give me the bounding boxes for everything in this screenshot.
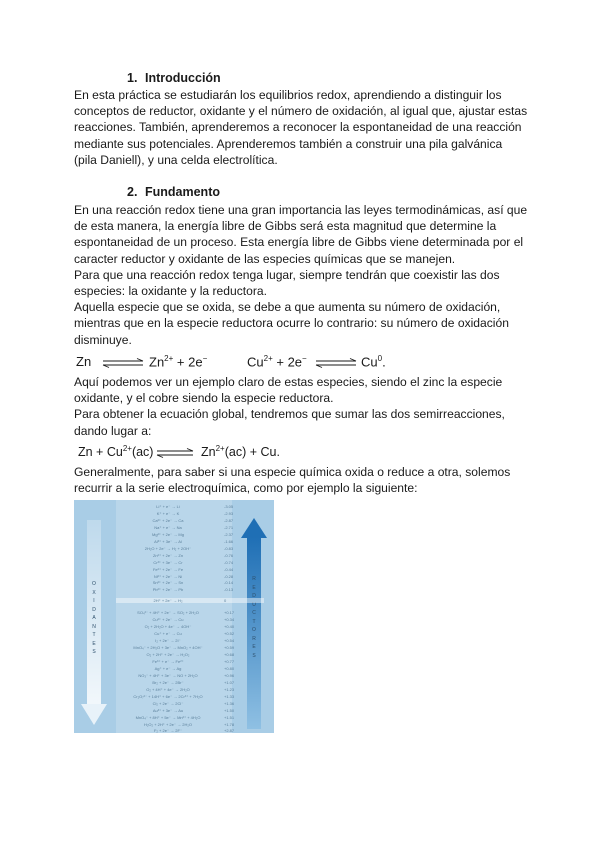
series-row [116, 587, 264, 592]
eq-charge: − [202, 354, 208, 363]
series-reaction: H₂O₂ + 2H⁺ + 2e⁻ → 2H₂O [143, 721, 192, 727]
eq-electrons: + 2e [272, 354, 303, 370]
series-row [116, 652, 264, 657]
series-reaction: MnO₄⁻ + 2H₂O + 3e⁻ → MnO₂ + 4OH⁻ [133, 645, 203, 651]
series-potential: +1.07 [224, 679, 235, 685]
label-letter: A [92, 615, 96, 621]
series-reaction: Zn²⁺ + 2e⁻ → Zn [152, 552, 184, 558]
text-line: (pila Daniell), y una celda electrolítica. [74, 152, 278, 167]
series-reaction: Cu²⁺ + 2e⁻ → Cu [152, 617, 184, 623]
equilibrium-arrow-icon [314, 357, 358, 369]
label-letter: T [92, 632, 96, 638]
series-potential: -0.76 [224, 552, 234, 558]
series-reaction: Br₂ + 2e⁻ → 2Br⁻ [152, 679, 184, 685]
label-letter: T [252, 618, 256, 625]
eq-charge: 2+ [215, 444, 225, 453]
label-letter: E [92, 640, 96, 647]
series-row [116, 560, 264, 565]
series-row [116, 694, 264, 699]
series-potential: -0.14 [224, 580, 234, 586]
series-potential: -0.44 [224, 566, 234, 572]
series-reaction: Li⁺ + e⁻ → Li [156, 504, 180, 509]
series-potential: +1.78 [224, 721, 235, 727]
series-potential: -3.05 [224, 504, 234, 509]
series-row [116, 631, 264, 636]
series-reaction: Na⁺ + e⁻ → Na [154, 524, 182, 530]
series-reaction: F₂ + 2e⁻ → 2F⁻ [153, 728, 183, 733]
text-line: En una reacción redox tiene una gran importancia las leyes termodinámicas, así que [74, 203, 528, 217]
section-title: Fundamento [145, 185, 220, 199]
series-potential: -2.71 [224, 524, 234, 530]
series-row [116, 580, 264, 585]
equation-zn-oxidation [76, 354, 91, 369]
series-potential: +0.80 [224, 665, 235, 671]
series-row [116, 511, 264, 516]
series-reaction: Pb²⁺ + 2e⁻ → Pb [152, 587, 184, 593]
series-table [116, 504, 264, 733]
text-line: caracter reductor y oxidante de las especies químicas que se manejen. [74, 251, 456, 266]
series-row [116, 518, 264, 523]
series-potential: -0.28 [224, 573, 234, 579]
eq-left: Zn [76, 354, 92, 369]
text-line: Para obtener la ecuación global, tendremos que sumar las dos semirreacciones, [74, 407, 505, 422]
series-reaction: K⁺ + e⁻ → K [156, 510, 180, 516]
series-reaction: Ca²⁺ + 2e⁻ → Ca [152, 517, 184, 523]
series-reaction: Ag⁺ + e⁻ → Ag [154, 665, 182, 671]
series-row [116, 666, 264, 671]
series-reaction: Cr³⁺ + 3e⁻ → Cr [153, 559, 183, 565]
series-row [116, 728, 264, 733]
label-letter: D [252, 593, 256, 599]
oxidantes-label [89, 580, 99, 657]
series-reaction: I₂ + 2e⁻ → 2I⁻ [155, 638, 181, 644]
fundamento-paragraph-b [74, 374, 534, 439]
series-reaction: SO₄²⁻ + 4H⁺ + 2e⁻ → SO₂ + 2H₂O [137, 610, 199, 616]
label-letter: S [252, 652, 256, 659]
text-line: especies: la oxidante y la reductora. [74, 283, 267, 298]
series-reaction: Cu⁺ + e⁻ → Cu [154, 631, 182, 637]
series-reaction: O₂ + 2H⁺ + 2e⁻ → H₂O₂ [146, 652, 190, 657]
text-line: mediante sus potenciales. Aprenderemos también a construir una pila galvánica [74, 136, 503, 151]
series-row [116, 546, 264, 551]
series-potential: 0 [224, 598, 227, 604]
eq-species: Cu [247, 354, 264, 370]
series-reaction: Fe²⁺ + 2e⁻ → Fe [152, 566, 184, 572]
series-row [116, 532, 264, 537]
label-letter: C [252, 610, 256, 616]
series-reaction: Ni²⁺ + 2e⁻ → Ni [153, 573, 183, 579]
eq-punct: . [382, 354, 386, 370]
text-line: Para que una reacción redox tenga lugar, siempre tendrán que coexistir las dos [74, 267, 500, 282]
series-potential: -2.87 [224, 517, 234, 523]
equilibrium-arrow-icon [101, 357, 145, 369]
series-reaction: NO₃⁻ + 4H⁺ + 3e⁻ → NO + 2H₂O [138, 672, 198, 678]
series-potential: +1.36 [224, 700, 235, 706]
electrochemical-series-figure [74, 500, 274, 733]
series-row [116, 715, 264, 720]
eq-charge: 0 [377, 354, 383, 363]
eq-state: (ac) + Cu. [224, 445, 280, 460]
series-potential: +1.23 [224, 686, 235, 692]
series-row [116, 708, 264, 713]
series-row [116, 574, 264, 579]
series-row [116, 539, 264, 544]
eq-charge: − [302, 354, 307, 363]
section-heading-fundamento [127, 185, 220, 199]
series-reaction: Au³⁺ + 3e⁻ → Au [152, 707, 184, 713]
label-letter: R [252, 635, 256, 642]
series-row [116, 624, 264, 629]
label-letter: R [252, 576, 256, 582]
series-potential: +1.51 [224, 714, 235, 720]
series-reaction: Cl₂ + 2e⁻ → 2Cl⁻ [152, 700, 184, 706]
equation-cu-products [361, 354, 386, 369]
series-row [116, 659, 264, 664]
series-reaction: Cr₂O₇²⁻ + 14H⁺ + 6e⁻ → 2Cr³⁺ + 7H₂O [133, 693, 203, 699]
fundamento-paragraph-a [74, 202, 534, 348]
eq-species: Cu [361, 354, 378, 370]
series-row [116, 610, 264, 615]
label-letter: E [252, 644, 256, 650]
series-reaction: Al³⁺ + 3e⁻ → Al [154, 538, 182, 544]
text-line: Aquí podemos ver un ejemplo claro de estas especies, siendo el zinc la especie [74, 375, 503, 389]
series-potential: -1.66 [224, 538, 234, 544]
label-letter: N [92, 623, 96, 630]
series-row [116, 680, 264, 685]
text-line: espontaneidad de un proceso. Esta energía libre de Gibbs viene determinada por el [74, 235, 524, 250]
series-row [116, 504, 264, 509]
series-potential: +1.50 [224, 707, 235, 713]
series-potential: +0.40 [224, 624, 235, 630]
label-letter: D [92, 606, 96, 613]
text-line: de esta manera, la energía libre de Gibbs será esta magnitud que determine la [74, 219, 497, 234]
series-potential: -0.74 [224, 559, 234, 565]
fundamento-paragraph-c [74, 464, 534, 496]
series-row [116, 701, 264, 706]
series-row [116, 567, 264, 572]
eq-charge: 2+ [263, 354, 273, 363]
series-reaction: 2H⁺ + 2e⁻ → H₂ [153, 598, 183, 604]
eq-species: Zn [201, 445, 216, 460]
series-potential: +2.87 [224, 728, 235, 733]
section-number: 1. [127, 71, 138, 85]
eq-state: (ac) [131, 445, 154, 460]
series-potential: +0.59 [224, 645, 235, 651]
eq-species: Zn + Cu [78, 445, 123, 460]
series-reaction: 2H₂O + 2e⁻ → H₂ + 2OH⁻ [144, 545, 192, 551]
text-line: reacciones. También, aprenderemos a reconocer la espontaneidad de una reacción [74, 120, 522, 135]
series-potential: +0.77 [224, 658, 235, 664]
series-row [116, 687, 264, 692]
text-line: oxidante, y el cobre siendo la especie reductora. [74, 391, 334, 406]
series-row [116, 673, 264, 678]
label-letter: X [92, 589, 96, 596]
text-line: dando lugar a: [74, 423, 152, 438]
section-heading-introduccion [127, 71, 221, 85]
text-line: Generalmente, para saber si una especie química oxida o reduce a otra, solemos [74, 465, 511, 479]
series-potential: -2.37 [224, 531, 234, 537]
series-potential: -2.93 [224, 510, 234, 516]
equation-cu-reduction [247, 354, 307, 369]
series-reaction: Mg²⁺ + 2e⁻ → Mg [152, 531, 184, 537]
series-reaction: O₂ + 4H⁺ + 4e⁻ → 2H₂O [146, 686, 190, 692]
series-row [116, 645, 264, 650]
series-row [116, 638, 264, 643]
series-potential: +1.33 [224, 693, 235, 699]
series-row [116, 525, 264, 530]
label-letter: O [92, 581, 96, 587]
label-letter: U [252, 601, 256, 608]
text-line: mientras que en la especie reductora ocurre lo contrario: su número de oxidación [74, 316, 509, 331]
series-reaction: Fe³⁺ + e⁻ → Fe²⁺ [152, 658, 184, 664]
series-potential: +0.34 [224, 617, 235, 623]
label-letter: S [92, 649, 96, 655]
equilibrium-arrow-icon [155, 447, 195, 459]
text-line: recurrir a la serie electroquímica, como por ejemplo la siguiente: [74, 481, 418, 496]
label-letter: E [252, 584, 256, 591]
label-letter: I [93, 598, 95, 604]
series-potential: +0.68 [224, 652, 235, 657]
equation-zn-products [149, 354, 207, 369]
eq-species: Zn [149, 354, 165, 370]
text-line: En esta práctica se estudiarán los equilibrios redox, aprendiendo a distinguir los [74, 88, 502, 102]
series-reaction: O₂ + 2H₂O + 4e⁻ → 4OH⁻ [144, 624, 192, 630]
series-potential: -0.13 [224, 587, 234, 593]
series-row [116, 553, 264, 558]
text-line: Aquella especie que se oxida, se debe a que aumenta su número de oxidación, [74, 300, 501, 315]
eq-electrons: + 2e [173, 354, 203, 370]
series-potential: +0.54 [224, 638, 235, 644]
series-reaction: MnO₄⁻ + 8H⁺ + 5e⁻ → Mn²⁺ + 4H₂O [135, 714, 201, 720]
eq-charge: 2+ [164, 354, 174, 363]
label-letter: O [252, 627, 256, 633]
series-potential: -0.83 [224, 545, 234, 551]
text-line: disminuye. [74, 332, 132, 347]
series-potential: +0.96 [224, 672, 235, 678]
equation-global-right [201, 444, 280, 459]
series-potential: +0.52 [224, 631, 235, 637]
section-title: Introducción [145, 71, 221, 85]
series-reaction: Sn²⁺ + 2e⁻ → Sn [152, 580, 184, 586]
series-potential: +0.17 [224, 610, 235, 616]
text-line: conceptos de reductor, oxidante y el número de oxidación, al igual que, ajustar estas [74, 104, 528, 119]
eq-charge: 2+ [122, 444, 132, 453]
series-row [116, 722, 264, 727]
series-row [116, 617, 264, 622]
intro-paragraph [74, 87, 534, 168]
section-number: 2. [127, 185, 138, 199]
equation-global-left [78, 444, 153, 459]
series-row [116, 598, 264, 603]
